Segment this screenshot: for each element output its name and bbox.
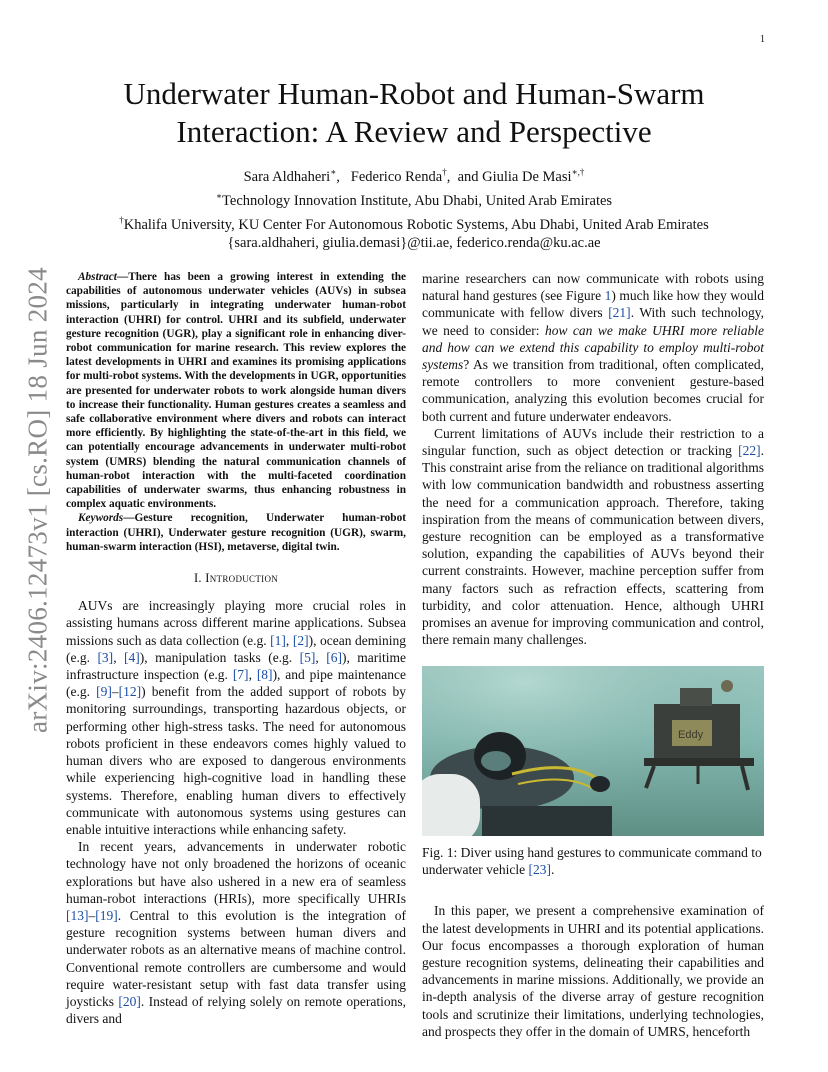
author-2: Federico Renda [350,168,443,185]
figure-1-caption: Fig. 1: Diver using hand gestures to communicate command to underwater vehicle [23]. [422,845,762,878]
citation-link[interactable]: [2] [292,632,309,648]
citation-link[interactable]: [12] [118,684,142,700]
citation-link[interactable]: [7] [232,667,249,683]
citation-link[interactable]: [3] [97,649,114,665]
citation-link[interactable]: [22] [738,443,761,459]
citation-link[interactable]: [4] [124,649,140,665]
affiliation-2: †Khalifa University, KU Center For Autonomous Robotic Systems, Abu Dhabi, United Arab Emirates [119,214,709,233]
title-line-2: Interaction: A Review and Perspective [176,114,652,149]
keywords: Keywords—Gesture recognition, Underwater human-robot interaction (UHRI), Underwater gesture recognition (UGR), swarm, human-swarm interaction (HSI), metaverse, digital twin. [66,512,406,553]
author-names: Sara Aldhaheri∗, Federico Renda†, and Giulia De Masi∗,† [243,167,585,185]
citation-link[interactable]: [5] [299,649,316,665]
citation-link[interactable]: [9] [96,684,112,700]
right-paragraph-3: In this paper, we present a comprehensive examination of the latest developments in UHRI and its potential applications. Our focus encompasses a thorough exploration of human gesture recognition systems, delineating their capabilities and advancements in marine missions. Additionally, we provide an in-depth analysis of the diverse array of gesture recognition tools and scrutinize their limitations, underlying technologies, and prospects they offer in the domain of UMRS, henceforth [422,903,764,1039]
figure-link[interactable]: 1 [604,288,612,304]
citation-link[interactable]: [13] [66,907,89,923]
right-column [422,270,764,1040]
author-3: and Giulia De Masi [457,168,572,185]
author-1: Sara Aldhaheri [243,168,331,185]
arxiv-identifier: arXiv:2406.12473v1 [cs.RO] 18 Jun 2024 [22,267,53,733]
section-heading: I. Introduction [193,571,279,586]
author-1-mark: ∗ [330,167,337,177]
citation-link[interactable]: [20] [118,993,141,1009]
right-paragraph-1: marine researchers can now communicate with robots using natural hand gestures (see Figure 1) much like how they would communicate with fellow divers [21]. With such technology, we need to consider: how can we make UHRI more reliable and how can we extend this capability to employ multi-robot systems? As we transition from traditional, often complicated, remote controllers to more convenient gesture-based communication, analyzing this evolution becomes crucial for both current and future underwater endeavors. [422,271,764,424]
paper-title [80,75,748,151]
abstract [66,270,406,554]
citation-link[interactable]: [1] [270,632,286,648]
arxiv-sidebar [16,267,60,733]
citation-link[interactable]: [19] [95,907,118,923]
affiliation-1: ∗Technology Innovation Institute, Abu Dhabi, United Arab Emirates [215,190,613,209]
abstract-text: Abstract—There has been a growing interest in extending the capabilities of autonomous underwater vehicles (AUVs) in subsea missions, particularly in integrating underwater human-robot interaction (UHRI) for control. UHRI and its subfield, underwater gesture recognition (UGR), play a significant role in enhancing diver-robot communication for marine research. This review explores the latest developments in UHRI and examines its promising applications for multi-robot systems. With the developments in UGR, opportunities are presented for underwater robots to work alongside human divers to increase their functionality. Human gestures creates a seamless and safe collaborative environment where divers and robots can interact more efficiently. By highlighting the state-of-the-art in this field, we can potentially encourage advancements in underwater multi-robot system (UMRS) blending the natural communication channels of human-robot interaction with the multi-faceted coordination capabilities of underwater swarms, thus enhancing robustness in complex aquatic environments. [66,271,406,511]
author-emails: {sara.aldhaheri, giulia.demasi}@tii.ae, federico.renda@ku.ac.ae [227,235,601,252]
citation-link[interactable]: [6] [326,649,342,665]
figure-1-photo [422,666,764,836]
author-2-mark: † [442,167,447,177]
diver-robot-illustration [422,666,764,836]
page-number: 1 [760,34,765,45]
citation-link[interactable]: [23] [528,862,551,878]
left-column [66,270,406,1027]
citation-link[interactable]: [21] [608,305,631,321]
right-paragraph-2: Current limitations of AUVs include their restriction to a singular function, such as object detection or tracking [22]. This constraint arise from the reliance on traditional algorithms with low communication bandwidth and robustness asserting the need for a communication approach. Therefore, taking inspiration from the means of communication between divers, gesture recognition can be employed as a transformative solution, expanding the capabilities of AUVs beyond their current constraints. However, machine perception suffer from many factors such as refraction effects, scattering from turbidity, and color attenuation. Hence, although UHRI promises an avenue for improving communication and control, there remain many challenges. [422,425,764,648]
author-3-mark: ∗,† [571,167,585,177]
citation-link[interactable]: [8] [256,667,273,683]
title-line-1: Underwater Human-Robot and Human-Swarm [123,76,705,111]
intro-paragraph-2: In recent years, advancements in underwater robotic technology have not only broadened the horizons of oceanic explorations but have also ushered in a new era of seamless human-robot interactions (HRIs), more specifically UHRIs [13]–[19]. Central to this evolution is the integration of gesture recognition systems between human divers and underwater robots as an alternative means of machine control. Conventional remote controllers are cumbersome and would require water-resistant setup with fast data transfer using joysticks [20]. Instead of relying solely on remote operations, divers and [66,839,406,1027]
robot-label: Eddy [678,729,704,742]
intro-paragraph-1: AUVs are increasingly playing more crucial roles in assisting humans across different marine applications. Subsea missions such as data collection (e.g. [1], [2]), ocean demining (e.g. [3], [4]), manipulation tasks (e.g. [5], [6]), maritime infrastructure inspection (e.g. [7], [8]), and pipe maintenance (e.g. [9]–[12]) benefit from the added support of robots by monitoring surroundings, transporting hazardous objects, or performing other high-stress tasks. The need for autonomous robots proficient in these endeavors comes highly valued to human divers who are exposed to dangerous environments while experiencing high-cognitive load in handling these systems. Therefore, enabling human divers to effectively communicate with autonomous systems using gestures can enable intuitive interactions while enhancing safety. [66,598,407,837]
author-block [80,163,748,253]
